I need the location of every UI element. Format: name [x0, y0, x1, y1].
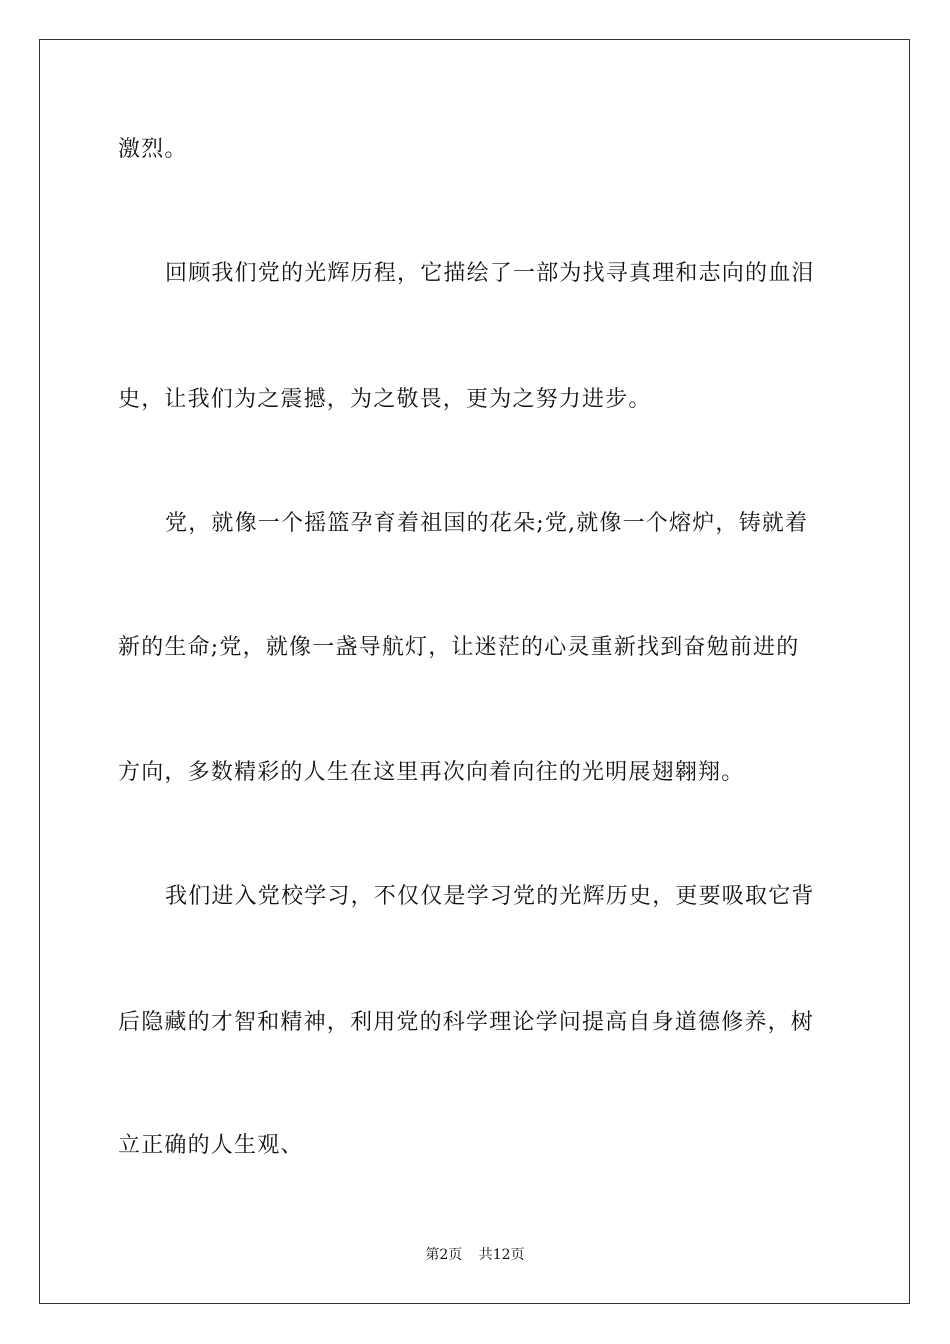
- paragraph-start-line: 我们进入党校学习，不仅仅是学习党的光辉历史，更要吸取它背: [165, 884, 815, 909]
- text-line: 立正确的人生观、: [118, 1133, 304, 1158]
- text-line: 新的生命;党，就像一盏导航灯，让迷茫的心灵重新找到奋勉前进的: [118, 635, 800, 660]
- text-line: 方向，多数精彩的人生在这里再次向着向往的光明展翅翱翔。: [118, 760, 745, 785]
- page-total: 共12页: [478, 1247, 525, 1263]
- text-line: 激烈。: [118, 137, 188, 162]
- paragraph-start-line: 回顾我们党的光辉历程，它描绘了一部为找寻真理和志向的血泪: [165, 261, 815, 286]
- paragraph-start-line: 党，就像一个摇篮孕育着祖国的花朵;党,就像一个熔炉，铸就着: [165, 511, 809, 536]
- text-line: 史，让我们为之震撼，为之敬畏，更为之努力进步。: [118, 387, 652, 412]
- page-footer: [0, 1246, 950, 1264]
- page-border: [39, 39, 910, 1304]
- text-line: 后隐藏的才智和精神，利用党的科学理论学问提高自身道德修养，树: [118, 1010, 815, 1035]
- page-number: 第2页: [425, 1247, 463, 1263]
